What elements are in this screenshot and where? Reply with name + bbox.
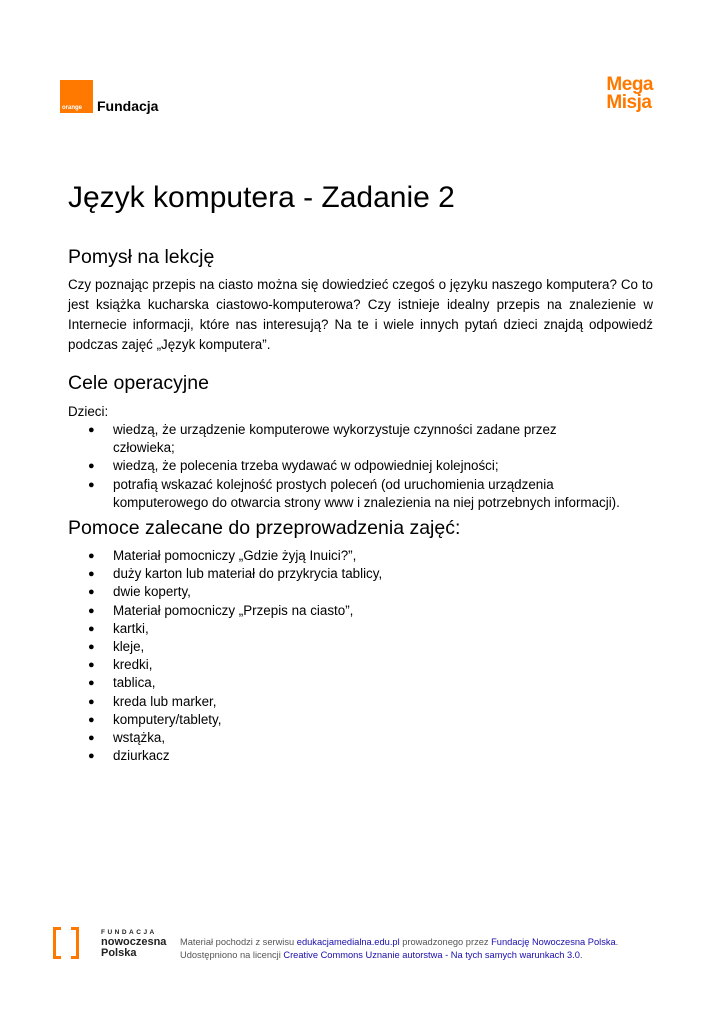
license-link[interactable]: Creative Commons Uznanie autorstwa - Na tych samych warunkach 3.0 (283, 950, 580, 960)
list-item: ● wiedzą, że urządzenie komputerowe wykorzystuje czynności zadane przez człowieka; (0, 421, 620, 457)
footer-line-2: Udostępniono na licencji Creative Commons Uznanie autorstwa - Na tych samych warunkach 3.0. (180, 950, 583, 960)
fundacja-nowoczesna-polska-logo (53, 927, 166, 959)
list-item: ● kredki, (0, 656, 620, 674)
footer-attribution (180, 936, 618, 962)
lesson-idea-paragraph: Czy poznając przepis na ciasto można się dowiedzieć czegoś o języku naszego komputera? Co to jest książka kucharska ciastowo-komputerowa? Czy istnieje idealny przepis na znalezienie w Internecie informacji, które nas interesują? Na te i wiele innych pytań dzieci znajdą odpowiedź podczas zajęć „Język komputera”. (68, 277, 653, 352)
list-item: ● komputery/tablety, (0, 711, 620, 729)
orange-fundacja-logo (60, 80, 158, 113)
section-heading-objectives: Cele operacyjne (68, 372, 209, 394)
list-item: ● tablica, (0, 674, 620, 692)
orange-logo-icon: orange (60, 80, 93, 113)
footer-line-1: Materiał pochodzi z serwisu edukacjamedialna.edu.pl prowadzonego przez Fundację Nowoczesna Polska. (180, 937, 619, 947)
fundacja-label: Fundacja (97, 98, 159, 114)
fnp-logo-text: FUNDACJA nowoczesna Polska (101, 928, 167, 959)
list-item: ● dziurkacz (0, 747, 620, 765)
materials-list (0, 547, 620, 765)
list-item: ● Materiał pomocniczy „Gdzie żyją Inuici?”, (0, 547, 620, 565)
list-item: ● dwie koperty, (0, 583, 620, 601)
objectives-label: Dzieci: (68, 404, 109, 419)
list-item: ● potrafią wskazać kolejność prostych poleceń (od uruchomienia urządzenia komputerowego do otwarcia strony www i znalezienia na niej potrzebnych informacji). (0, 476, 620, 512)
objectives-list (0, 421, 620, 512)
bracket-logo-icon (53, 927, 79, 959)
fundacja-link[interactable]: Fundację Nowoczesna Polska (491, 937, 616, 947)
mega-misja-logo (606, 76, 653, 112)
list-item: ● wiedzą, że polecenia trzeba wydawać w odpowiedniej kolejności; (0, 457, 620, 475)
section-heading-lesson-idea: Pomysł na lekcję (68, 246, 215, 268)
list-item: ● kreda lub marker, (0, 693, 620, 711)
section-heading-materials: Pomoce zalecane do przeprowadzenia zajęć: (68, 517, 461, 539)
edukacjamedialna-link[interactable]: edukacjamedialna.edu.pl (296, 937, 400, 947)
list-item: ● kartki, (0, 620, 620, 638)
list-item: ● kleje, (0, 638, 620, 656)
page-title: Język komputera - Zadanie 2 (68, 181, 455, 214)
list-item: ● Materiał pomocniczy „Przepis na ciasto”, (0, 602, 620, 620)
mega-misja-line1: Mega (606, 74, 653, 95)
list-item: ● duży karton lub materiał do przykrycia tablicy, (0, 565, 620, 583)
mega-misja-line2: Misja (606, 92, 652, 113)
list-item: ● wstążka, (0, 729, 620, 747)
